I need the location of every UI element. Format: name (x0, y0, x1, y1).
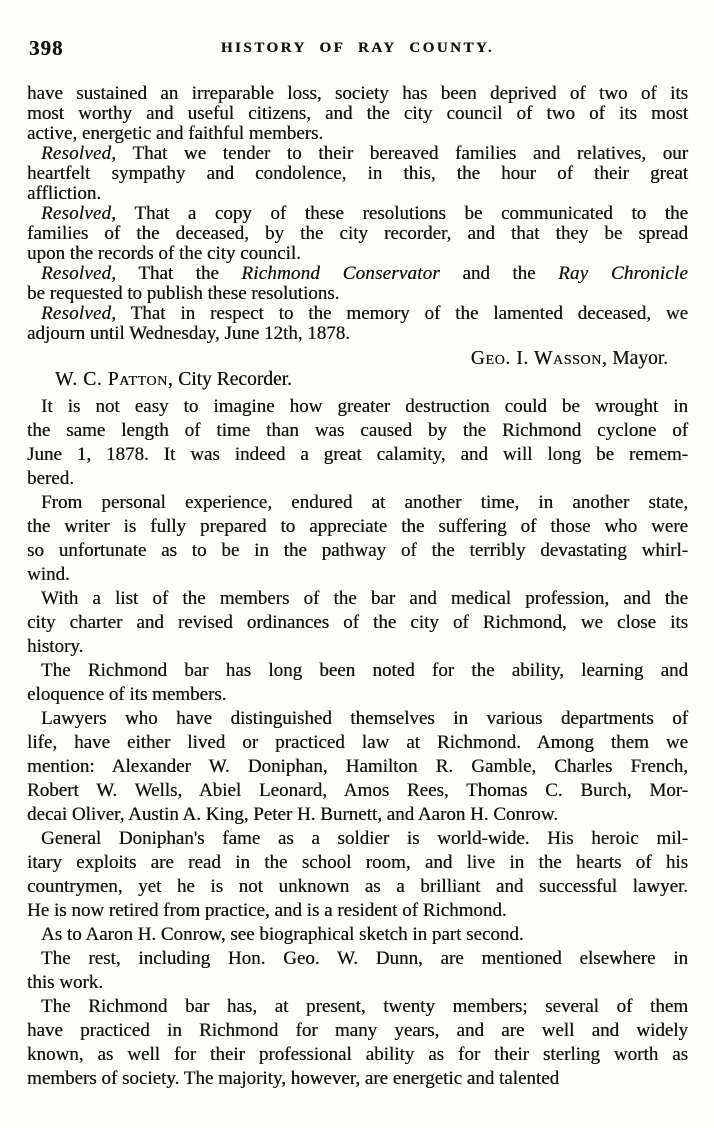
text-line: adjourn until Wednesday, June 12th, 1878. (27, 323, 351, 344)
paragraph (27, 947, 688, 995)
text-line: so unfortunate as to be in the pathway of the terribly devastating whirl- (27, 540, 688, 561)
italic-text: Resolved, (41, 203, 117, 224)
paragraph (27, 84, 688, 144)
italic-text: Resolved, (41, 263, 117, 284)
page-header (27, 36, 688, 60)
italic-text: Resolved, (41, 303, 117, 324)
italic-text: Ray Chronicle (558, 263, 688, 284)
text-line: history. (27, 636, 84, 657)
paragraph (27, 659, 688, 707)
text-line: Robert W. Wells, Abiel Leonard, Amos Rees, Thomas C. Burch, Mor- (27, 780, 688, 801)
text-line: bered. (27, 468, 74, 489)
paragraph (27, 923, 688, 947)
text-line: Lawyers who have distinguished themselves in various departments of (41, 708, 688, 729)
text-line: most worthy and useful citizens, and the city council of two of its most (27, 103, 688, 124)
text-line: be requested to publish these resolutions. (27, 283, 340, 304)
text-line: have practiced in Richmond for many years, and are well and widely (27, 1020, 688, 1041)
text-line: As to Aaron H. Conrow, see biographical sketch in part second. (41, 924, 524, 945)
text-line: The rest, including Hon. Geo. W. Dunn, are mentioned elsewhere in (41, 948, 688, 969)
text-line: affliction. (27, 183, 102, 204)
text-line: upon the records of the city council. (27, 243, 301, 264)
page-body (27, 84, 688, 1091)
text-line: He is now retired from practice, and is a resident of Richmond. (27, 900, 507, 921)
signature-line: W. C. Patton, City Recorder. (55, 369, 292, 390)
text-line: the same length of time than was caused by the Richmond cyclone of (27, 420, 688, 441)
text-line: the writer is fully prepared to appreciate the suffering of those who were (27, 516, 688, 537)
text-line: life, have either lived or practiced law at Richmond. Among them we (27, 732, 688, 753)
text-line: eloquence of its members. (27, 684, 227, 705)
text-line: Resolved, That we tender to their bereaved families and relatives, our (41, 143, 688, 164)
text-line: heartfelt sympathy and condolence, in this, the hour of their great (27, 163, 688, 184)
text-line: With a list of the members of the bar and medical profession, and the (41, 588, 688, 609)
paragraph (27, 587, 688, 659)
text-line: June 1, 1878. It was indeed a great calamity, and will long be remem- (27, 444, 688, 465)
text-line: families of the deceased, by the city recorder, and that they be spread (27, 223, 688, 244)
text-line: The Richmond bar has long been noted for the ability, learning and (41, 660, 688, 681)
paragraph (27, 204, 688, 264)
italic-text: Resolved, (41, 143, 117, 164)
paragraph (27, 144, 688, 204)
text-line: known, as well for their professional ability as for their sterling worth as (27, 1044, 688, 1065)
text-line: From personal experience, endured at another time, in another state, (41, 492, 688, 513)
italic-text: Richmond Conservator (241, 263, 440, 284)
page-number: 398 (29, 36, 64, 60)
small-caps-name: Geo. I. Wasson, (470, 348, 608, 369)
paragraph (27, 827, 688, 923)
text-line: Resolved, That in respect to the memory of the lamented deceased, we (41, 303, 688, 324)
text-line: have sustained an irreparable loss, society has been deprived of two of its (27, 83, 688, 104)
paragraph (27, 707, 688, 827)
paragraph (27, 304, 688, 344)
text-line: Resolved, That the Richmond Conservator and the Ray Chronicle (41, 263, 688, 284)
text-line: itary exploits are read in the school room, and live in the hearts of his (27, 852, 688, 873)
text-line: members of society. The majority, however, are energetic and talented (27, 1068, 560, 1089)
text-line: The Richmond bar has, at present, twenty members; several of them (41, 996, 688, 1017)
text-line: It is not easy to imagine how greater destruction could be wrought in (41, 396, 688, 417)
paragraph (27, 264, 688, 304)
signature-line: Geo. I. Wasson, Mayor. (470, 348, 668, 369)
text-line: city charter and revised ordinances of the city of Richmond, we close its (27, 612, 688, 633)
text-line: this work. (27, 972, 103, 993)
running-head: HISTORY OF RAY COUNTY. (220, 40, 495, 56)
text-line: wind. (27, 564, 70, 585)
text-line: decai Oliver, Austin A. King, Peter H. Burnett, and Aaron H. Conrow. (27, 804, 558, 825)
text-line: General Doniphan's fame as a soldier is world-wide. His heroic mil- (41, 828, 688, 849)
text-line: Resolved, That a copy of these resolutions be communicated to the (41, 203, 688, 224)
small-caps-name: W. C. Patton, (55, 369, 174, 390)
paragraph (27, 395, 688, 491)
text-line: mention: Alexander W. Doniphan, Hamilton R. Gamble, Charles French, (27, 756, 688, 777)
paragraph (27, 491, 688, 587)
text-line: countrymen, yet he is not unknown as a brilliant and successful lawyer. (27, 876, 688, 897)
paragraph (27, 995, 688, 1091)
text-line: active, energetic and faithful members. (27, 123, 324, 144)
